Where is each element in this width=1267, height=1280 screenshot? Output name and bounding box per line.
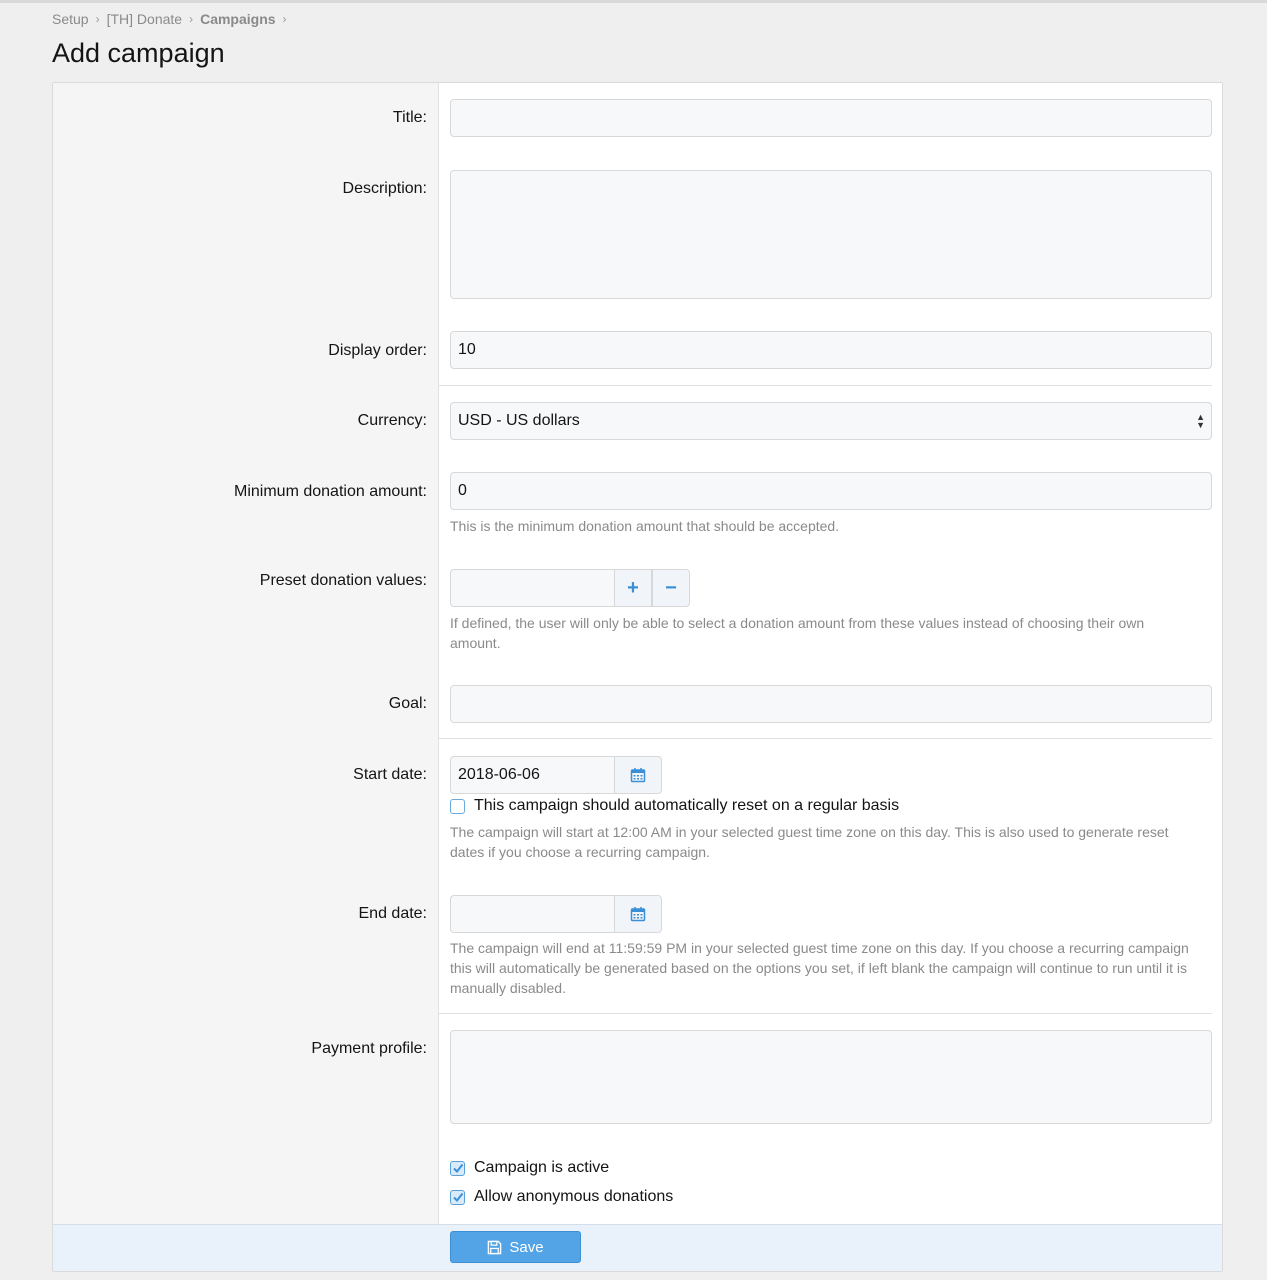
top-border [0,0,1267,3]
start-date-hint: The campaign will start at 12:00 AM in your selected guest time zone on this day. This is also used to generate reset dates if you choose a recurring campaign. [450,824,1169,860]
display-order-label: Display order: [328,342,427,359]
auto-reset-checkbox[interactable] [450,799,465,814]
payment-profile-select[interactable] [450,1030,1212,1124]
page-title: Add campaign [52,38,225,68]
save-button[interactable] [450,1231,581,1263]
preset-values-input[interactable] [450,569,614,607]
min-donation-label: Minimum donation amount: [234,483,427,500]
auto-reset-label: This campaign should automatically reset on a regular basis [474,797,900,814]
section-divider [439,1013,1212,1014]
chevron-right-icon: › [189,12,194,26]
min-donation-hint: This is the minimum donation amount that should be accepted. [450,518,840,534]
goal-input[interactable] [450,685,1212,723]
start-date-group [450,756,662,794]
end-date-label: End date: [358,905,427,922]
breadcrumb [52,11,294,27]
goal-label: Goal: [388,695,427,712]
form-footer [53,1224,1222,1271]
start-date-label: Start date: [353,766,427,783]
checkmark-icon [452,1191,464,1203]
save-button-label: Save [509,1238,544,1256]
anonymous-donations-label: Allow anonymous donations [474,1188,674,1205]
breadcrumb-setup[interactable]: Setup [52,11,89,27]
calendar-icon[interactable] [614,756,662,794]
campaign-active-label: Campaign is active [474,1159,610,1176]
floppy-disk-icon [487,1240,502,1255]
campaign-active-checkbox[interactable] [450,1161,465,1176]
description-label: Description: [342,180,427,197]
currency-selected-value: USD - US dollars [458,412,580,429]
section-divider [439,738,1212,739]
plus-icon[interactable]: + [614,569,652,607]
start-date-input[interactable]: 2018-06-06 [450,756,614,794]
preset-values-group [450,569,690,607]
anonymous-donations-row[interactable] [450,1188,673,1206]
currency-label: Currency: [357,412,427,429]
sort-arrows-icon: ▲ ▼ [1196,412,1205,430]
chevron-right-icon: › [95,12,100,26]
breadcrumb-th-donate[interactable]: [TH] Donate [106,11,183,27]
title-input[interactable] [450,99,1212,137]
minus-icon[interactable]: − [652,569,690,607]
end-date-input[interactable] [450,895,614,933]
preset-label: Preset donation values: [259,572,427,589]
breadcrumb-campaigns[interactable]: Campaigns [200,11,276,27]
auto-reset-checkbox-row[interactable] [450,797,899,815]
end-date-group [450,895,662,933]
display-order-input[interactable]: 10 [450,331,1212,369]
section-divider [439,385,1212,386]
campaign-active-row[interactable] [450,1159,609,1177]
currency-select[interactable] [450,402,1212,440]
preset-values-hint: If defined, the user will only be able to select a donation amount from these values instead of choosing their own amount. [450,615,1145,651]
calendar-icon[interactable] [614,895,662,933]
checkmark-icon [452,1162,464,1174]
end-date-hint: The campaign will end at 11:59:59 PM in your selected guest time zone on this day. If you choose a recurring campaign this will automatically be generated based on the options you set, if left blank the campaign will continue to run until it is manually disabled. [450,940,1189,996]
min-donation-input[interactable]: 0 [450,472,1212,510]
chevron-right-icon: › [282,12,287,26]
add-campaign-form [52,82,1223,1272]
title-label: Title: [392,109,427,126]
payment-profile-label: Payment profile: [311,1040,427,1057]
anonymous-donations-checkbox[interactable] [450,1190,465,1205]
description-textarea[interactable] [450,170,1212,299]
